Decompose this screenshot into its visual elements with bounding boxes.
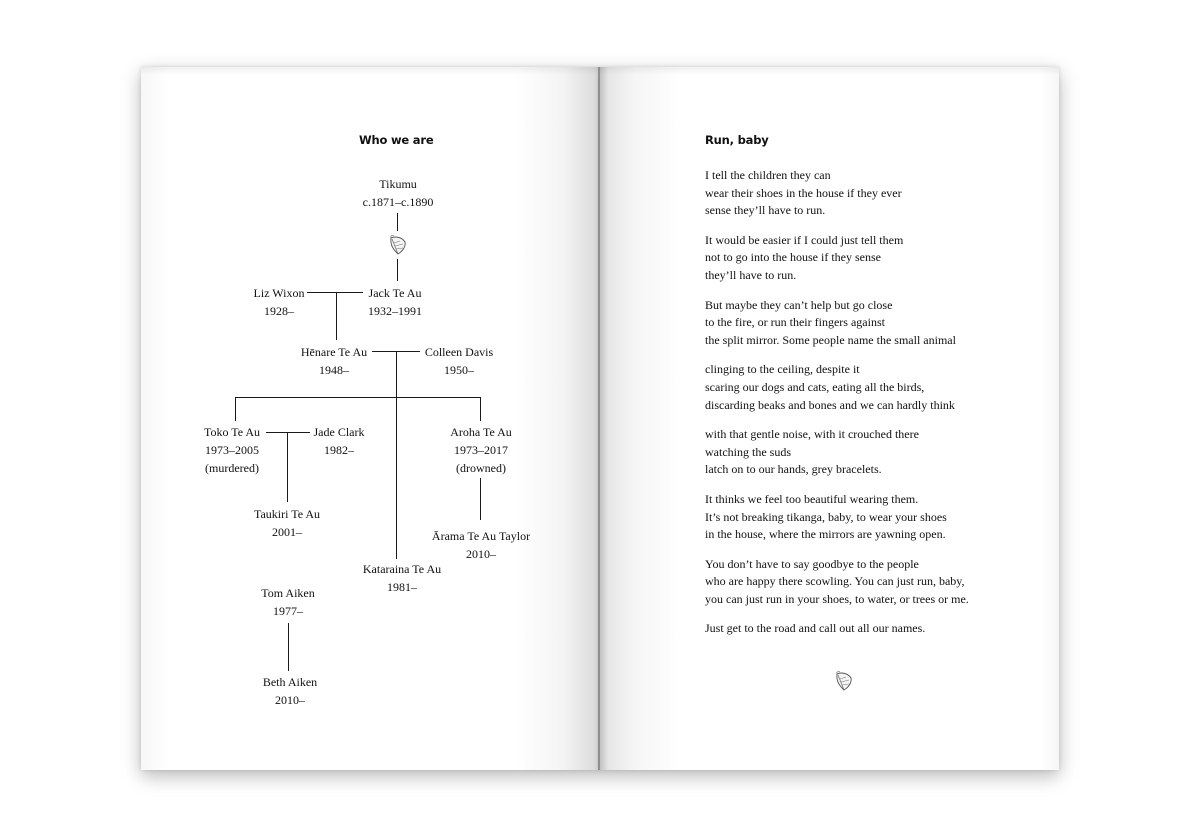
connector-to-arama xyxy=(480,478,481,520)
node-dates: 2010– xyxy=(466,547,496,561)
tree-node-jack-te-au xyxy=(368,284,422,320)
page-title-who-we-are: Who we are xyxy=(359,133,434,147)
node-dates: 2010– xyxy=(274,693,305,707)
poem-line: in the house, where the mirrors are yawning open. xyxy=(705,527,946,542)
poem-line: But maybe they can’t help but go close xyxy=(705,297,893,312)
connector-to-kataraina xyxy=(396,351,397,559)
node-name: Jack Te Au xyxy=(368,286,422,300)
poem-line: It’s not breaking tikanga, baby, to wear your shoes xyxy=(705,509,947,524)
connector-tikumu-to-leaf xyxy=(397,213,398,231)
poem-line: discarding beaks and bones and we can hardly think xyxy=(705,397,955,412)
poem-line: they’ll have to run. xyxy=(705,267,797,282)
poem-stanza xyxy=(705,491,1025,544)
poem-line: It thinks we feel too beautiful wearing them. xyxy=(705,491,919,506)
node-dates: 1981– xyxy=(387,580,417,594)
tree-node-jade-clark xyxy=(314,423,365,459)
poem-line: watching the suds xyxy=(705,444,791,459)
tree-node-tikumu xyxy=(363,175,434,211)
node-name: Beth Aiken xyxy=(262,675,318,689)
node-name: Colleen Davis xyxy=(424,345,494,359)
node-dates: 1982– xyxy=(323,443,354,457)
poem-stanza xyxy=(705,232,1025,285)
connector-children-bar xyxy=(235,397,481,398)
node-dates: 1977– xyxy=(273,604,303,618)
node-name: Tikumu xyxy=(379,177,417,191)
poem-stanza xyxy=(705,620,1025,638)
tree-node-kataraina-te-au xyxy=(363,560,441,596)
connector-to-toko xyxy=(235,397,236,421)
poem-stanza xyxy=(705,556,1025,609)
node-name: Hēnare Te Au xyxy=(300,345,368,359)
connector-tom-to-beth xyxy=(288,623,289,671)
connector-leaf-to-jack xyxy=(397,259,398,281)
node-dates: 1932–1991 xyxy=(368,304,422,318)
connector-liz-jack xyxy=(307,292,363,293)
leaf-icon xyxy=(834,670,854,696)
connector-to-henare xyxy=(336,292,337,340)
poem-line: It would be easier if I could just tell them xyxy=(705,232,904,247)
node-name: Aroha Te Au xyxy=(450,425,512,439)
tree-node-taukiri-te-au xyxy=(254,505,320,541)
tree-node-liz-wixon xyxy=(254,284,305,320)
node-name: Tom Aiken xyxy=(261,586,315,600)
poem-line: clinging to the ceiling, despite it xyxy=(705,362,860,377)
tree-node-tom-aiken xyxy=(261,584,315,620)
poem-body xyxy=(705,167,1025,650)
connector-to-taukiri xyxy=(287,432,288,502)
node-name: Kataraina Te Au xyxy=(362,562,442,576)
tree-node-colleen-davis xyxy=(425,343,493,379)
connector-to-aroha xyxy=(480,397,481,421)
node-dates: 1973–2005 xyxy=(204,443,259,457)
poem-line: wear their shoes in the house if they ever xyxy=(705,185,902,200)
node-name: Jade Clark xyxy=(313,425,365,439)
poem-line: You don’t have to say goodbye to the people xyxy=(705,556,919,571)
poem-line: sense they’ll have to run. xyxy=(705,203,826,218)
poem-line: latch on to our hands, grey bracelets. xyxy=(705,462,882,477)
poem-line: who are happy there scowling. You can just run, baby, xyxy=(705,574,965,589)
node-note: (murdered) xyxy=(205,461,259,475)
node-note: (drowned) xyxy=(456,461,506,475)
node-name: Liz Wixon xyxy=(253,286,305,300)
node-dates: 1973–2017 xyxy=(454,443,508,457)
poem-line: with that gentle noise, with it crouched there xyxy=(705,427,919,442)
poem-stanza xyxy=(705,167,1025,220)
poem-line: to the fire, or run their fingers against xyxy=(705,315,885,330)
node-dates: 1948– xyxy=(319,363,349,377)
tree-node-beth-aiken xyxy=(263,673,317,709)
poem-line: I tell the children they can xyxy=(705,168,831,182)
poem-title: Run, baby xyxy=(705,133,769,147)
poem-stanza xyxy=(705,361,1025,414)
poem-line: not to go into the house if they sense xyxy=(705,250,881,265)
book-spine xyxy=(598,67,600,770)
poem-line: the split mirror. Some people name the small animal xyxy=(705,332,956,347)
poem-line: Just get to the road and call out all our names. xyxy=(705,621,926,636)
node-dates: c.1871–c.1890 xyxy=(362,195,434,209)
node-name: Toko Te Au xyxy=(203,425,261,439)
tree-node-toko-te-au xyxy=(204,423,260,477)
tree-node-henare-te-au xyxy=(301,343,367,379)
poem-stanza xyxy=(705,426,1025,479)
leaf-icon xyxy=(388,234,408,260)
node-dates: 1928– xyxy=(263,304,294,318)
node-name: Ārama Te Au Taylor xyxy=(431,529,531,543)
tree-node-aroha-te-au xyxy=(450,423,512,477)
node-name: Taukiri Te Au xyxy=(253,507,321,521)
left-page xyxy=(141,67,599,770)
tree-node-arama-te-au-taylor xyxy=(432,527,530,563)
poem-line: you can just run in your shoes, to water, or trees or me. xyxy=(705,591,969,606)
poem-stanza xyxy=(705,297,1025,350)
node-dates: 2001– xyxy=(272,525,302,539)
poem-line: scaring our dogs and cats, eating all the birds, xyxy=(705,379,925,394)
node-dates: 1950– xyxy=(443,363,474,377)
